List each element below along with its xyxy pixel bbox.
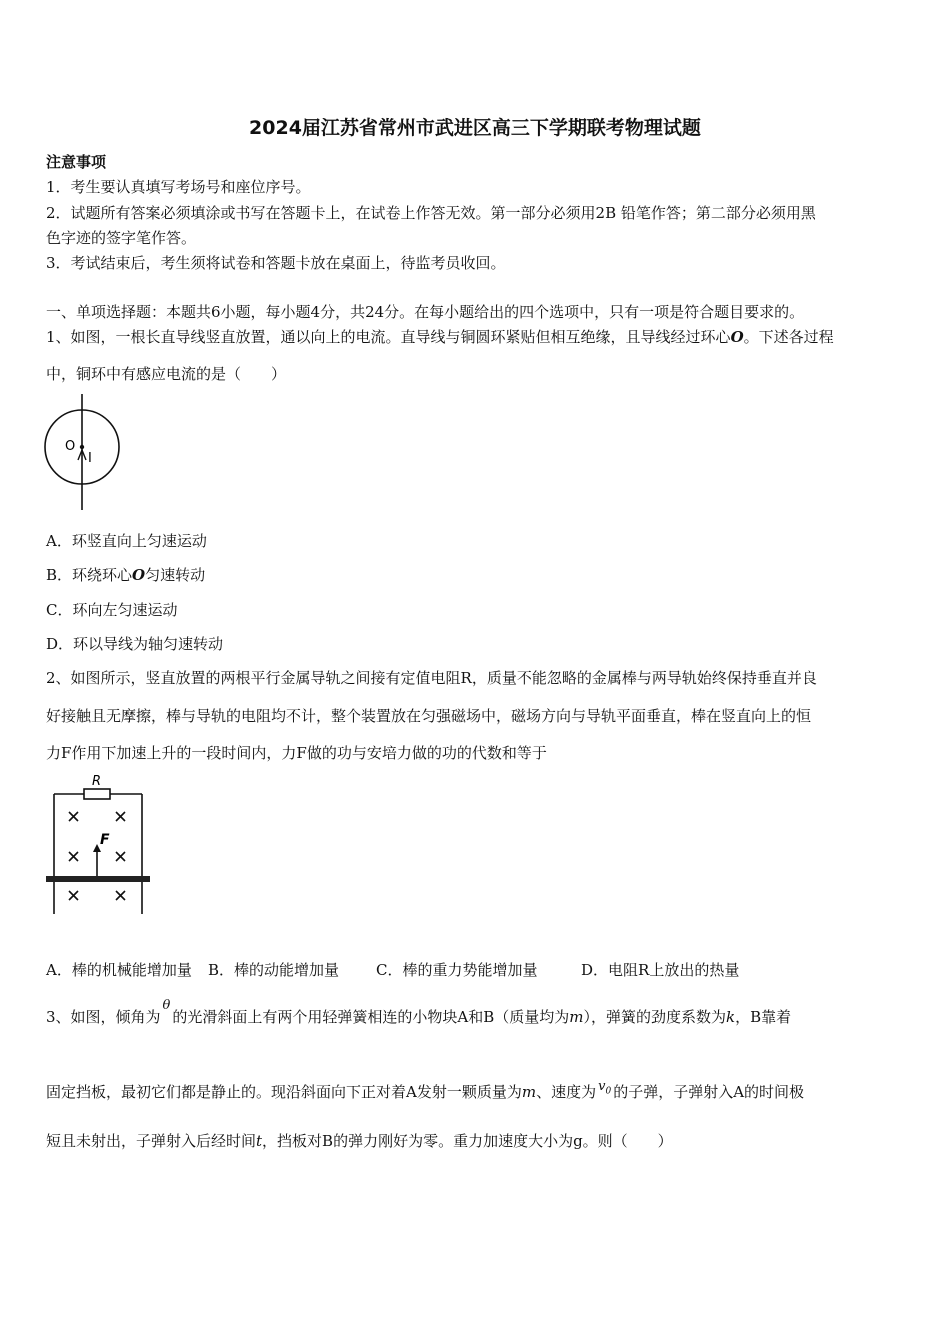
fig1-label-i: I [88, 451, 92, 466]
notice-item-1: 1．考生要认真填写考场号和座位序号。 [46, 178, 311, 196]
q1-figure [40, 392, 130, 514]
q2-option-d: D．电阻R上放出的热量 [581, 961, 740, 979]
q2-option-a: A．棒的机械能增加量 [46, 961, 192, 979]
q2-figure [44, 772, 156, 918]
q1-option-a: A．环竖直向上匀速运动 [46, 532, 207, 550]
q1-option-d: D．环以导线为轴匀速转动 [46, 635, 224, 653]
fig1-label-o: O [65, 439, 76, 454]
q1-stem-line1: 1、如图，一根长直导线竖直放置，通以向上的电流。直导线与铜圆环紧贴但相互绝缘，且导线经过环心O。下述各过程 [46, 328, 834, 346]
q2-option-c: C．棒的重力势能增加量 [376, 961, 538, 979]
q2-stem-line3: 力F作用下加速上升的一段时间内，力F做的功与安培力做的功的代数和等于 [46, 744, 547, 762]
v0-symbol: $v_0$ [598, 1079, 612, 1097]
fig2-label-f: F [100, 832, 110, 848]
notice-heading: 注意事项 [46, 153, 107, 171]
q2-stem-line1: 2、如图所示，竖直放置的两根平行金属导轨之间接有定值电阻R，质量不能忽略的金属棒与两导轨始终保持垂直并良 [46, 669, 817, 687]
q1-o-symbol: O [730, 328, 744, 346]
notice-item-2-cont: 色字迹的签字笔作答。 [46, 229, 197, 247]
q1-stem-line2: 中，铜环中有感应电流的是（ ） [46, 365, 287, 383]
q3-stem-line3: 短且未射出，子弹射入后经时间t，挡板对B的弹力刚好为零。重力加速度大小为g。则（ ） [46, 1132, 673, 1150]
q1-option-b: B．环绕环心O匀速转动 [46, 566, 206, 584]
resistor-r [84, 789, 110, 799]
section-heading: 一、单项选择题：本题共6小题，每小题4分，共24分。在每小题给出的四个选项中，只有一项是符合题目要求的。 [46, 303, 805, 321]
q1-b-o-symbol: O [132, 566, 146, 584]
q2-stem-line2: 好接触且无摩擦，棒与导轨的电阻均不计，整个装置放在匀强磁场中，磁场方向与导轨平面垂直，棒在竖直向上的恒 [46, 707, 812, 725]
page-title: 2024届江苏省常州市武进区高三下学期联考物理试题 [249, 117, 701, 139]
notice-item-2: 2．试题所有答案必须填涂或书写在答题卡上，在试卷上作答无效。第一部分必须用2B 铅笔作答；第二部分必须用黑 [46, 204, 816, 222]
q1-option-c: C．环向左匀速运动 [46, 601, 178, 619]
q3-stem-line2: 固定挡板，最初它们都是静止的。现沿斜面向下正对着A发射一颗质量为m、速度为 $v_0$ 的子弹，子弹射入A的时间极 [46, 1079, 805, 1101]
q2-option-b: B．棒的动能增加量 [208, 961, 340, 979]
notice-item-3: 3．考试结束后，考生须将试卷和答题卡放在桌面上，待监考员收回。 [46, 254, 506, 272]
metal-rod [46, 876, 150, 882]
theta-symbol: θ [162, 998, 171, 1013]
fig2-label-r: R [92, 774, 102, 789]
q3-stem-line1: 3、如图，倾角为θ的光滑斜面上有两个用轻弹簧相连的小物块A和B（质量均为m），弹簧的劲度系数为k，B靠着 [46, 998, 792, 1026]
